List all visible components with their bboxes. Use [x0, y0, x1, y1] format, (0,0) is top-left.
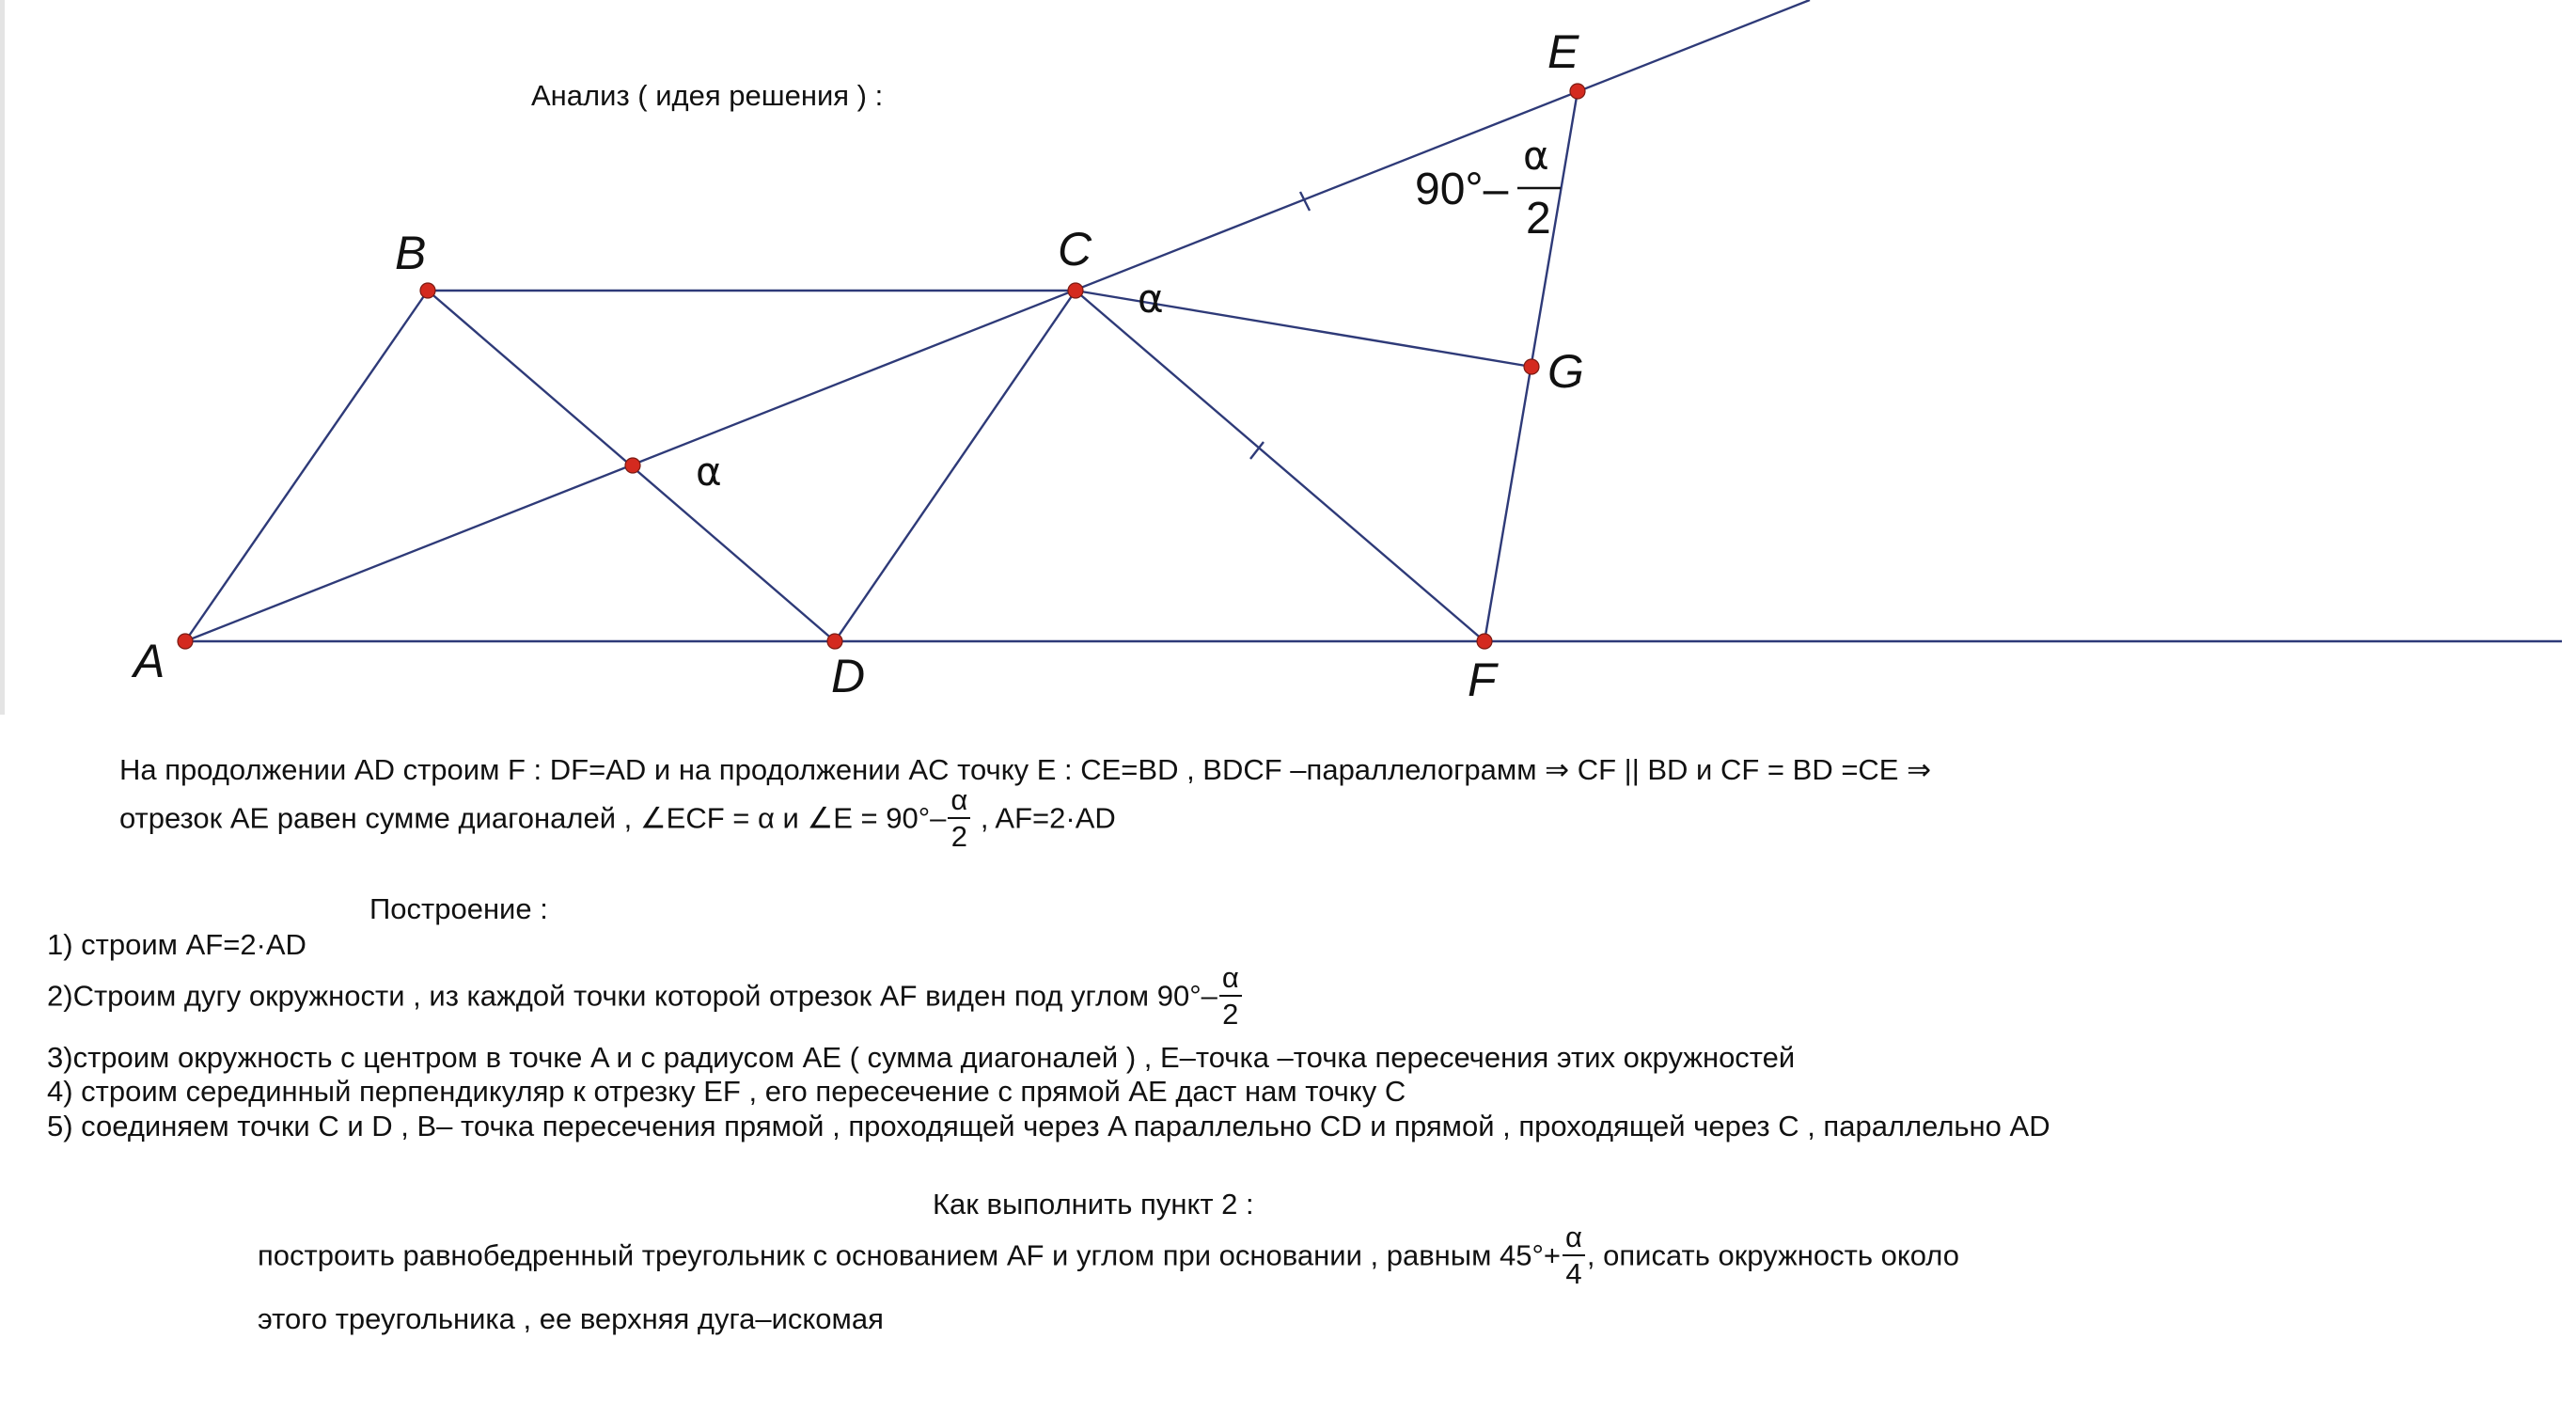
point-O	[625, 458, 640, 473]
label-D: D	[831, 650, 866, 702]
howto-line-1-text: построить равнобедренный треугольник с основанием AF и углом при основании , равным 45°+	[258, 1238, 1561, 1272]
fraction-numerator: α	[1563, 1222, 1585, 1256]
analysis-line-2	[119, 785, 1116, 851]
label-E: E	[1547, 25, 1579, 78]
analysis-title: Анализ ( идея решения ) :	[531, 79, 884, 112]
point-E	[1570, 84, 1585, 99]
fraction-numerator: α	[1219, 963, 1242, 997]
angle-alpha-at-O: α	[696, 449, 722, 495]
howto-line-1-tail: , описать окружность около	[1586, 1238, 1959, 1272]
segment-CD	[835, 291, 1076, 641]
fraction-denominator: 2	[950, 820, 967, 853]
fraction-denominator: 2	[1222, 998, 1239, 1031]
analysis-line-2-text: отрезок AE равен сумме диагоналей , ∠ECF = α и ∠E = 90°–	[119, 801, 947, 835]
analysis-line-2-tail: , AF=2·AD	[972, 801, 1116, 835]
fraction-alpha-over-2-step	[1219, 963, 1242, 1029]
segment-AB	[185, 291, 428, 641]
analysis-line-1: На продолжении AD строим F : DF=AD и на продолжении AC точку E : CE=BD , BDCF –параллелограмм ⇒ CF || BD и CF = BD =CE ⇒	[119, 753, 1932, 786]
angle-E-denominator: 2	[1526, 194, 1551, 244]
point-A	[178, 634, 193, 649]
point-C	[1068, 283, 1083, 298]
howto-line-1	[258, 1222, 1959, 1288]
point-D	[827, 634, 842, 649]
fraction-denominator: 4	[1565, 1257, 1582, 1290]
construction-title: Построение :	[369, 892, 548, 925]
segment-CF	[1076, 291, 1484, 641]
label-G: G	[1547, 345, 1584, 398]
step-2-text: 2)Строим дугу окружности , из каждой точки которой отрезок AF виден под углом 90°–	[47, 979, 1217, 1013]
point-B	[420, 283, 435, 298]
left-edge-shadow	[0, 0, 5, 715]
howto-line-2: этого треугольника , ее верхняя дуга–искомая	[258, 1302, 884, 1335]
point-G	[1524, 359, 1539, 374]
angle-E-numerator: α	[1523, 133, 1549, 179]
step-4: 4) строим серединный перпендикуляр к отрезку EF , его пересечение с прямой AE даст нам точку C	[47, 1075, 1406, 1108]
angle-E-prefix: 90°–	[1415, 165, 1509, 214]
label-A: A	[134, 635, 165, 687]
howto-title: Как выполнить пункт 2 :	[933, 1188, 1254, 1221]
fraction-alpha-over-4	[1563, 1222, 1585, 1288]
fraction-alpha-over-2	[948, 785, 970, 851]
step-5: 5) соединяем точки C и D , B– точка пересечения прямой , проходящей через A параллельно CD и прямой , проходящей через C , параллельно AD	[47, 1110, 2050, 1142]
step-3: 3)строим окружность с центром в точке A и с радиусом AE ( сумма диагоналей ) , E–точка –точка пересечения этих окружностей	[47, 1041, 1796, 1074]
label-C: C	[1058, 223, 1092, 276]
fraction-numerator: α	[948, 785, 970, 819]
label-B: B	[395, 227, 427, 279]
label-F: F	[1468, 654, 1497, 706]
step-2	[47, 963, 1244, 1029]
angle-alpha-at-C: α	[1138, 276, 1164, 322]
line-AE-ray	[185, 0, 1810, 641]
point-F	[1477, 634, 1492, 649]
step-1: 1) строим AF=2·AD	[47, 928, 306, 961]
